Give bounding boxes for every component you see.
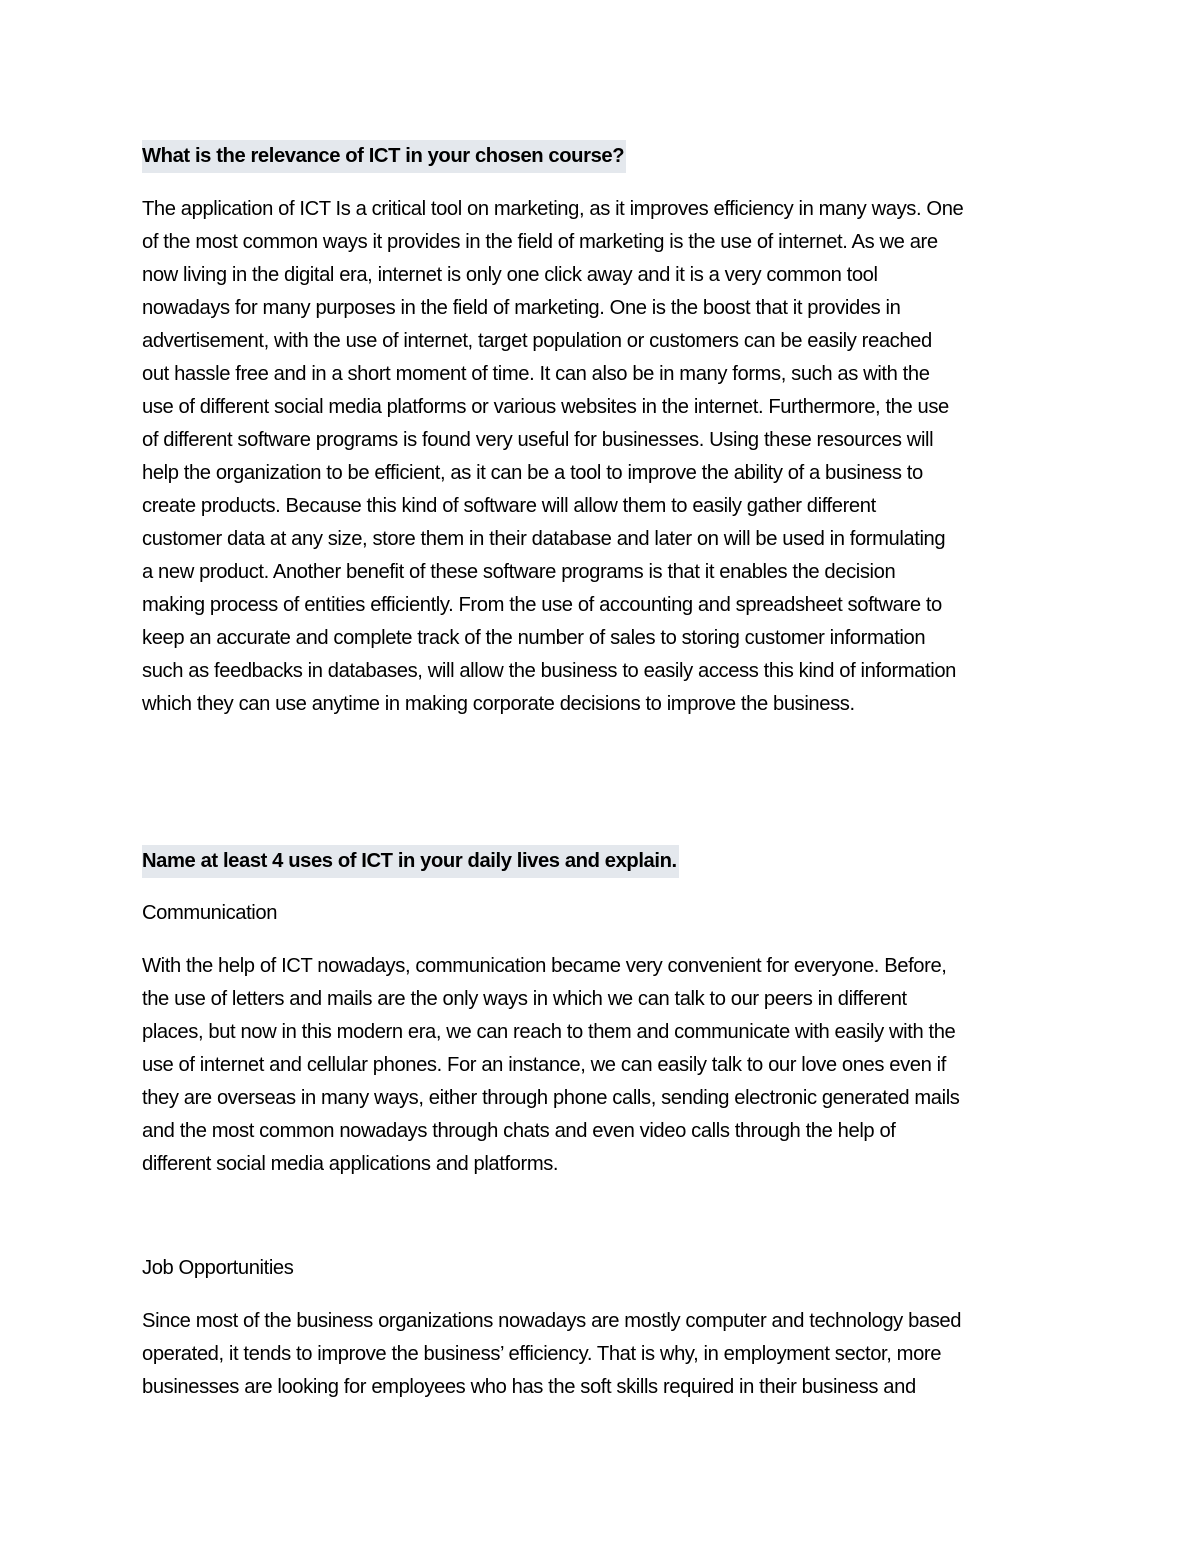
job-opportunities-paragraph	[142, 1305, 1062, 1404]
paragraph-line: operated, it tends to improve the business’ efficiency. That is why, in employment sector, more	[142, 1343, 942, 1365]
paragraph-line: of the most common ways it provides in the field of marketing is the use of internet. As we are	[142, 231, 938, 253]
paragraph-line: businesses are looking for employees who has the soft skills required in their business and	[142, 1376, 916, 1398]
paragraph-line: a new product. Another benefit of these software programs is that it enables the decision	[142, 561, 896, 583]
paragraph-line: and the most common nowadays through chats and even video calls through the help of	[142, 1120, 896, 1142]
paragraph-line: The application of ICT Is a critical tool on marketing, as it improves efficiency in many ways. One	[142, 198, 964, 220]
paragraph-line: such as feedbacks in databases, will allow the business to easily access this kind of information	[142, 660, 957, 682]
answer-paragraph-1	[142, 193, 1062, 721]
paragraph-line: advertisement, with the use of internet, target population or customers can be easily reached	[142, 330, 932, 352]
paragraph-line: now living in the digital era, internet is only one click away and it is a very common tool	[142, 264, 878, 286]
paragraph-line: help the organization to be efficient, as it can be a tool to improve the ability of a business to	[142, 462, 923, 484]
communication-paragraph	[142, 950, 1062, 1181]
subheading-job-opportunities: Job Opportunities	[142, 1257, 294, 1279]
paragraph-line: Since most of the business organizations nowadays are mostly computer and technology based	[142, 1310, 962, 1332]
paragraph-line: places, but now in this modern era, we can reach to them and communicate with easily with the	[142, 1021, 956, 1043]
paragraph-line: making process of entities efficiently. From the use of accounting and spreadsheet software to	[142, 594, 942, 616]
paragraph-line: which they can use anytime in making corporate decisions to improve the business.	[142, 693, 855, 715]
question-heading-2: Name at least 4 uses of ICT in your daily lives and explain.	[142, 845, 679, 878]
paragraph-line: out hassle free and in a short moment of time. It can also be in many forms, such as with the	[142, 363, 930, 385]
paragraph-line: they are overseas in many ways, either through phone calls, sending electronic generated mails	[142, 1087, 960, 1109]
paragraph-line: use of internet and cellular phones. For an instance, we can easily talk to our love ones even if	[142, 1054, 946, 1076]
paragraph-line: With the help of ICT nowadays, communication became very convenient for everyone. Before,	[142, 955, 947, 977]
question-heading-1: What is the relevance of ICT in your chosen course?	[142, 140, 626, 173]
paragraph-line: use of different social media platforms or various websites in the internet. Furthermore, the use	[142, 396, 949, 418]
paragraph-line: of different software programs is found very useful for businesses. Using these resources will	[142, 429, 934, 451]
paragraph-line: keep an accurate and complete track of the number of sales to storing customer information	[142, 627, 926, 649]
paragraph-line: nowadays for many purposes in the field of marketing. One is the boost that it provides in	[142, 297, 901, 319]
paragraph-line: customer data at any size, store them in their database and later on will be used in formulating	[142, 528, 946, 550]
paragraph-line: create products. Because this kind of software will allow them to easily gather different	[142, 495, 876, 517]
paragraph-line: the use of letters and mails are the only ways in which we can talk to our peers in different	[142, 988, 907, 1010]
subheading-communication: Communication	[142, 902, 278, 924]
paragraph-line: different social media applications and platforms.	[142, 1153, 559, 1175]
